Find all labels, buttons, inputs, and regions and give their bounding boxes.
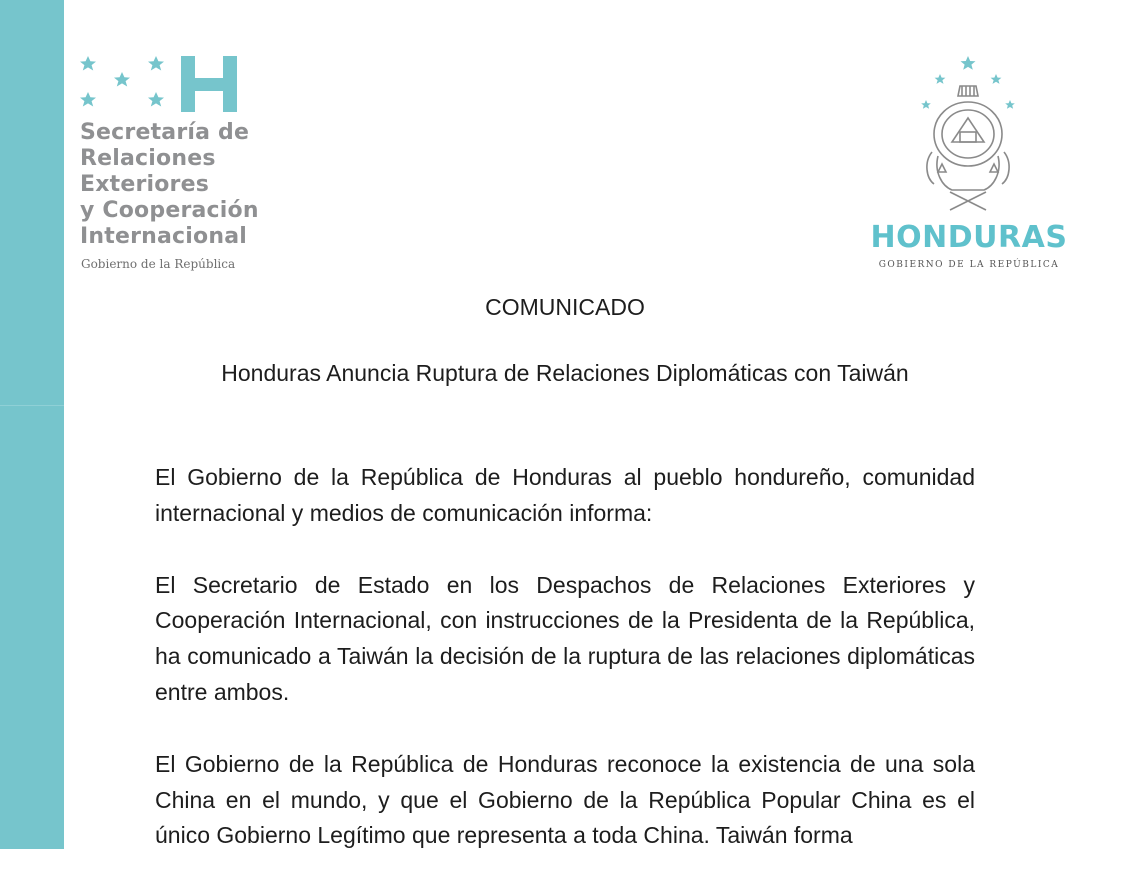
body-paragraph: El Secretario de Estado en los Despachos de Relaciones Exteriores y Cooperación Internacional, con instrucciones de la Presidenta de la República, ha comunicado a Taiwán la decisión de la ruptura de las relaciones diplomáticas entre ambos. — [155, 571, 975, 705]
country-name: HONDURAS — [870, 220, 1068, 255]
ministry-subtitle: Gobierno de la República — [81, 257, 236, 271]
stars-h-emblem-icon — [78, 52, 248, 114]
ministry-logo — [78, 52, 318, 282]
body-paragraph: El Gobierno de la República de Honduras al pueblo hondureño, comunidad internacional y medios de comunicación informa: — [155, 464, 975, 526]
ministry-name: Secretaría de Relaciones Exteriores y Cooperación Internacional — [80, 120, 259, 249]
document-body — [155, 460, 975, 890]
document-title: Honduras Anuncia Ruptura de Relaciones Diplomáticas con Taiwán — [221, 360, 909, 386]
coat-of-arms-icon — [912, 52, 1022, 214]
country-subtitle: GOBIERNO DE LA REPÚBLICA — [878, 260, 1060, 270]
side-accent-bar — [0, 0, 64, 849]
honduras-logo — [850, 52, 1090, 282]
side-bar-seam — [0, 405, 64, 406]
document-type-heading: COMUNICADO — [485, 294, 645, 320]
body-paragraph: El Gobierno de la República de Honduras reconoce la existencia de una sola China en el mundo, y que el Gobierno de la República Popular China es el único Gobierno Legítimo que representa a toda China. Taiwán forma — [155, 750, 975, 849]
